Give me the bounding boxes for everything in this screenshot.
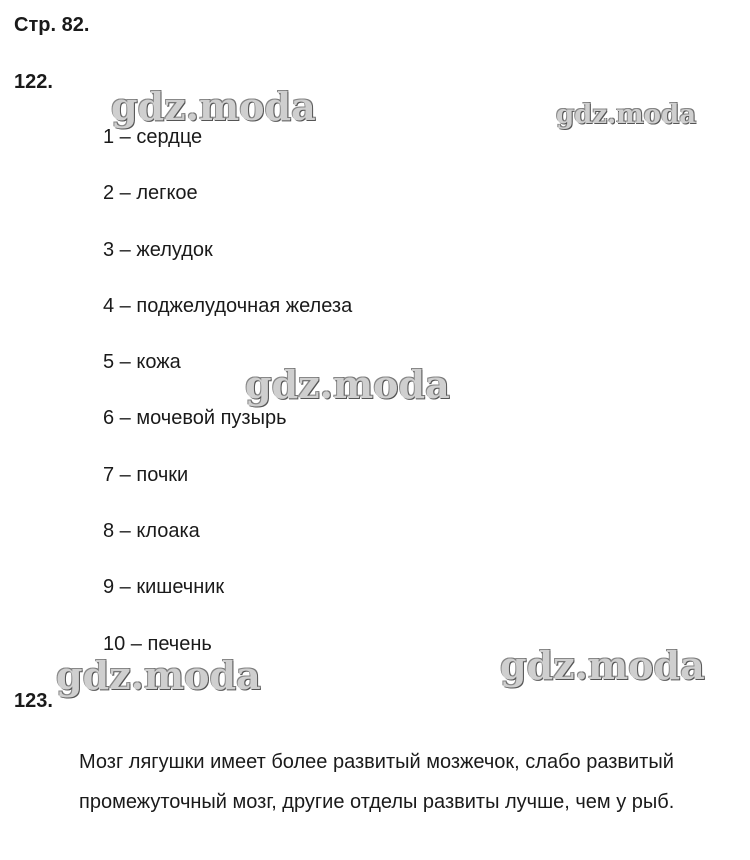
watermark: gdz.moda — [111, 84, 316, 129]
watermark: gdz.moda — [556, 100, 697, 130]
list-item: 7 – почки — [103, 463, 189, 486]
list-item: 4 – поджелудочная железа — [103, 294, 353, 317]
list-item: 9 – кишечник — [103, 576, 225, 599]
list-item: 5 – кожа — [103, 351, 181, 374]
watermark: gdz.moda — [500, 643, 705, 688]
task-123-answer — [79, 742, 744, 822]
list-item: 1 – сердце — [103, 126, 203, 148]
watermark: gdz.moda — [245, 362, 450, 407]
answer-line: промежуточный мозг, другие отделы развиты лучше, чем у рыб. — [79, 791, 675, 813]
list-item: 10 – печень — [103, 632, 212, 655]
task-123-number: 123. — [14, 690, 53, 712]
page-number-label: Стр. 82. — [14, 14, 90, 36]
list-item: 8 – клоака — [103, 520, 200, 543]
list-item: 3 – желудок — [103, 238, 213, 261]
task-122-number: 122. — [14, 71, 53, 93]
list-item: 2 – легкое — [103, 182, 198, 205]
list-item: 6 – мочевой пузырь — [103, 407, 287, 430]
answer-line: Мозг лягушки имеет более развитый мозжечок, слабо развитый — [79, 751, 674, 773]
watermark: gdz.moda — [56, 653, 261, 698]
